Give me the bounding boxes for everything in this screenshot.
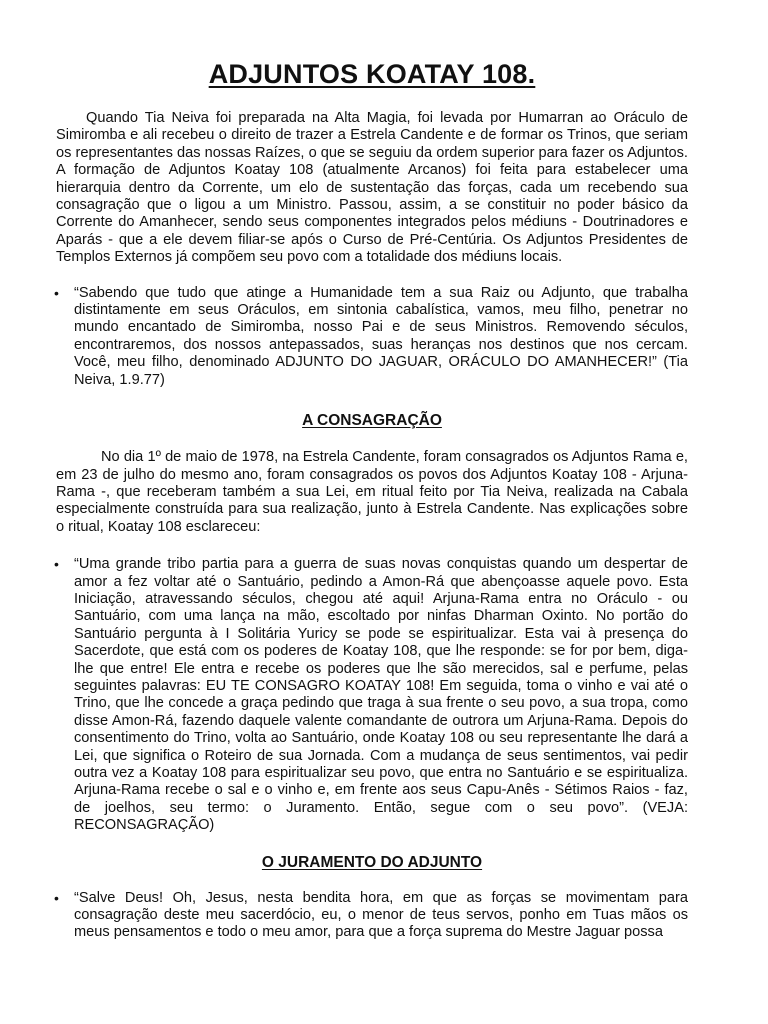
quote-item-tia-neiva	[56, 285, 688, 389]
document-title: ADJUNTOS KOATAY 108.	[208, 59, 536, 89]
quote-item-juramento	[56, 890, 688, 942]
section-heading-juramento: O JURAMENTO DO ADJUNTO	[261, 853, 483, 871]
bullet-icon: •	[54, 284, 59, 301]
document-page	[56, 58, 688, 942]
quote-item-ritual	[56, 556, 688, 835]
quote-list-2	[56, 556, 688, 835]
quote-text: “Uma grande tribo partia para a guerra de suas novas conquistas quando um despertar de amor a fez voltar até o Santuário, pedindo a Amon-Rá que abençoasse aquele povo. Esta Iniciação, atravessando séculos, chegou até aqui! Arjuna-Rama entra no Oráculo - ou Santuário, com uma lança na mão, escoltado por ninfas Dharman Oxinto. No portão do Santuário pergunta à I Solitária Yuricy se pode se espiritualizar. Esta vai à presença do Sacerdote, que está com os poderes de Koatay 108, que lhe responde: se for por bem, diga-lhe que entre! Ele entra e recebe os poderes que lhe são merecidos, sal e perfume, pelas seguintes palavras: EU TE CONSAGRO KOATAY 108! Em seguida, toma o vinho e vai até o Trino, que lhe concede a graça pedindo que traga à sua frente o seu povo, a sua tropa, como disse Amon-Rá, fazendo daquele valente comandante de outrora um Arjuna-Rama. Depois do consentimento do Trino, volta ao Santuário, onde Koatay 108 ou seu representante lhe dará a Lei, que significa o Roteiro de sua Jornada. Com a mudança de seus sentimentos, vai pedir outra vez a Koatay 108 para espiritualizar seu povo, que entra no Santuário e se espiritualiza. Arjuna-Rama recebe o sal e o vinho e, em frente aos seus Capu-Anês - Sétimos Raios - faz, de joelhos, seu termo: o Juramento. Então, segue com o seu povo”. (VEJA: RECONSAGRAÇÃO)	[74, 556, 688, 834]
quote-list-3	[56, 890, 688, 942]
section-heading-consagracao: A CONSAGRAÇÃO	[302, 412, 442, 430]
bullet-icon: •	[54, 556, 59, 573]
intro-paragraph: Quando Tia Neiva foi preparada na Alta Magia, foi levada por Humarran ao Oráculo de Simiromba e ali recebeu o direito de trazer a Estrela Candente e de formar os Trinos, que seriam os representantes das nossas Raízes, o que se seguiu da ordem superior para fazer os Adjuntos. A formação de Adjuntos Koatay 108 (atualmente Arcanos) foi feita para estabelecer uma hierarquia dentro da Corrente, um elo de sustentação das forças, cada um recebendo sua consagração que o ligou a um Ministro. Passou, assim, a se constituir no poder básico da Corrente do Amanhecer, sendo seus componentes integrados pelos médiuns - Doutrinadores e Aparás - que a ele devem filiar-se após o Curso de Pré-Centúria. Os Adjuntos Presidentes de Templos Externos já compõem seu povo com a totalidade dos médiuns locais.	[56, 110, 688, 266]
consagracao-paragraph: No dia 1º de maio de 1978, na Estrela Candente, foram consagrados os Adjuntos Rama e, em 23 de julho do mesmo ano, foram consagrados os povos dos Adjuntos Koatay 108 - Arjuna-Rama -, que receberam também a sua Lei, em ritual feito por Tia Neiva, realizada na Cabala especialmente construída para sua realização, junto à Estrela Candente. Nas explicações sobre o ritual, Koatay 108 esclareceu:	[56, 449, 688, 535]
quote-text: “Salve Deus! Oh, Jesus, nesta bendita hora, em que as forças se movimentam para consagração deste meu sacerdócio, eu, o menor de teus servos, ponho em Tuas mãos os meus pensamentos e todo o meu amor, para que a força suprema do Mestre Jaguar possa	[74, 889, 688, 941]
quote-list-1	[56, 285, 688, 389]
bullet-icon: •	[54, 889, 59, 906]
quote-text: “Sabendo que tudo que atinge a Humanidade tem a sua Raiz ou Adjunto, que trabalha distintamente em seus Oráculos, em sintonia cabalística, vamos, meu filho, penetrar no mundo encantado de Simiromba, nosso Pai e de seus Ministros. Removendo séculos, encontraremos, dos nossos antepassados, suas heranças nos destinos que nos cercam. Você, meu filho, denominado ADJUNTO DO JAGUAR, ORÁCULO DO AMANHECER!” (Tia Neiva, 1.9.77)	[74, 284, 688, 388]
